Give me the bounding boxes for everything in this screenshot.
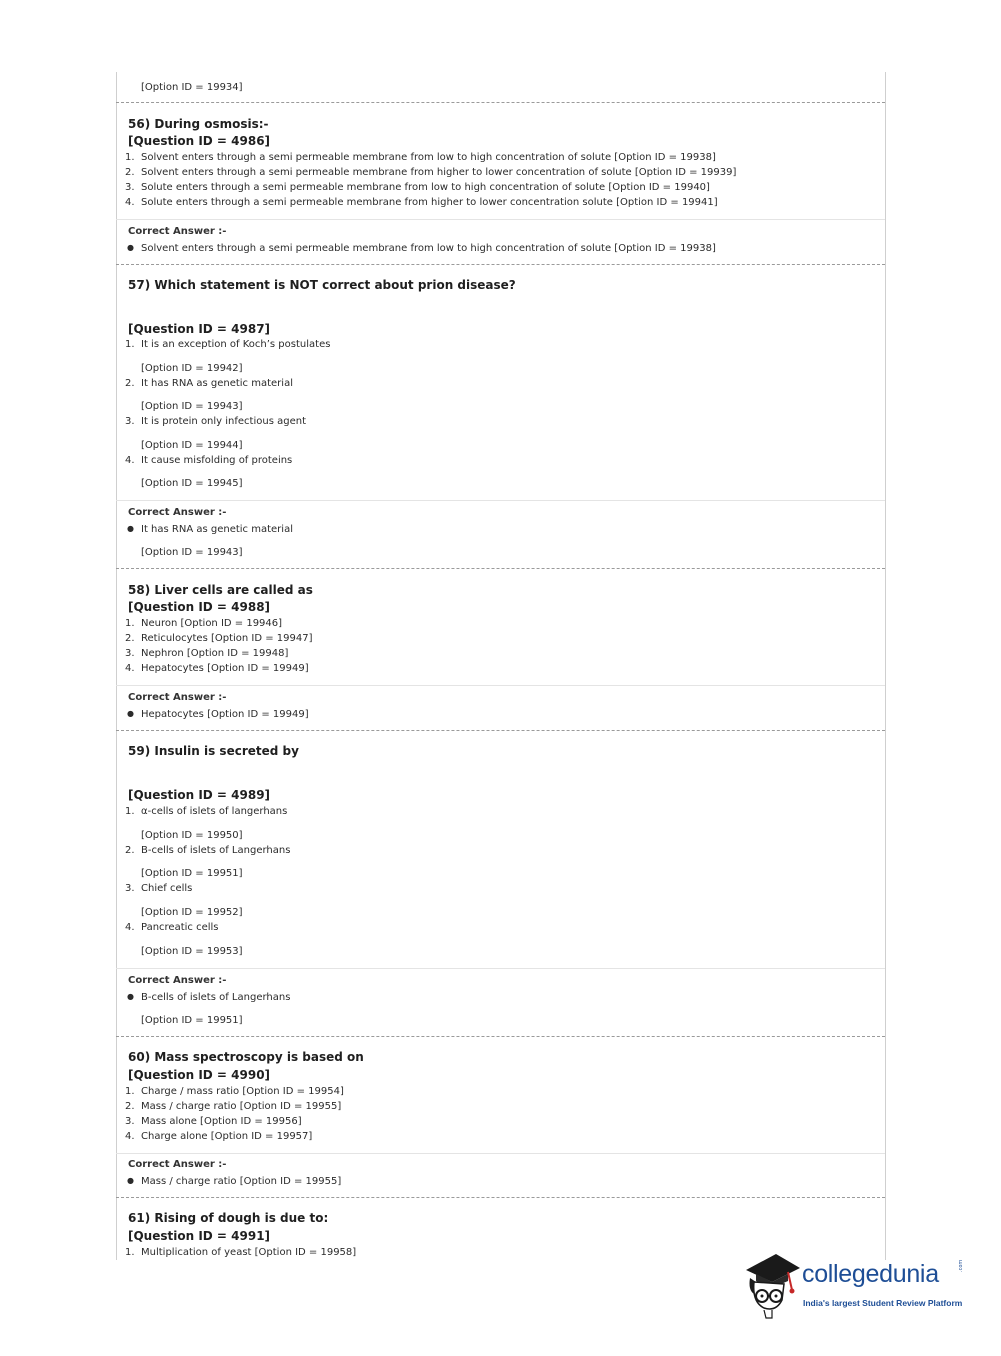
option-item: 1. Multiplication of yeast [Option ID = 19958] — [125, 1247, 357, 1258]
question-id: [Question ID = 4986] — [128, 134, 271, 148]
question-id: [Question ID = 4989] — [128, 788, 271, 802]
option-item: 1. Charge / mass ratio [Option ID = 19954] — [125, 1086, 344, 1097]
option-id: [Option ID = 19943] — [141, 401, 243, 412]
option-id: [Option ID = 19951] — [141, 868, 243, 879]
option-item: 1. Neuron [Option ID = 19946] — [125, 618, 283, 629]
option-id: [Option ID = 19943] — [141, 547, 243, 558]
bullet-icon: ● — [127, 992, 134, 1001]
option-id: [Option ID = 19945] — [141, 478, 243, 489]
question-separator — [116, 568, 885, 569]
question-id: [Question ID = 4987] — [128, 322, 271, 336]
option-id: [Option ID = 19950] — [141, 830, 243, 841]
option-item: 4. Charge alone [Option ID = 19957] — [125, 1131, 313, 1142]
question-separator — [116, 264, 885, 265]
option-item: 3. Mass alone [Option ID = 19956] — [125, 1116, 302, 1127]
option-item: 4. It cause misfolding of proteins — [125, 455, 293, 466]
correct-answer: ● Hepatocytes [Option ID = 19949] — [127, 709, 309, 720]
option-item: 3. It is protein only infectious agent — [125, 416, 306, 427]
option-item: 4. Solute enters through a semi permeable membrane from higher to lower concentration solute [Option ID = 19941] — [125, 197, 718, 208]
option-item: 3. Solute enters through a semi permeable membrane from low to high concentration of solute [Option ID = 19940] — [125, 182, 710, 193]
question-title: 60) Mass spectroscopy is based on — [128, 1050, 364, 1064]
option-id: [Option ID = 19944] — [141, 440, 243, 451]
correct-answer-label: Correct Answer :- — [128, 975, 227, 986]
question-id: [Question ID = 4990] — [128, 1068, 271, 1082]
correct-answer-label: Correct Answer :- — [128, 1159, 227, 1170]
bullet-icon: ● — [127, 524, 134, 533]
option-item: 4. Pancreatic cells — [125, 922, 219, 933]
option-id: [Option ID = 19952] — [141, 907, 243, 918]
option-id: [Option ID = 19951] — [141, 1015, 243, 1026]
correct-answer: ● Solvent enters through a semi permeable membrane from low to high concentration of solute [Option ID = 19938] — [127, 243, 716, 254]
answer-divider — [116, 1153, 885, 1154]
bullet-icon: ● — [127, 709, 134, 718]
option-item: 2. It has RNA as genetic material — [125, 378, 293, 389]
question-separator — [116, 730, 885, 731]
option-item: 1. α-cells of islets of langerhans — [125, 806, 288, 817]
bullet-icon: ● — [127, 243, 134, 252]
question-title: 61) Rising of dough is due to: — [128, 1211, 329, 1225]
answer-divider — [116, 968, 885, 969]
option-id: [Option ID = 19953] — [141, 946, 243, 957]
option-item: 2. Mass / charge ratio [Option ID = 19955] — [125, 1101, 342, 1112]
option-item: 1. It is an exception of Koch’s postulates — [125, 339, 331, 350]
question-id: [Question ID = 4991] — [128, 1229, 271, 1243]
correct-answer: ● It has RNA as genetic material — [127, 524, 293, 535]
question-separator — [116, 1036, 885, 1037]
option-id: [Option ID = 19942] — [141, 363, 243, 374]
correct-answer: ● B-cells of islets of Langerhans — [127, 992, 291, 1003]
option-item: 2. Solvent enters through a semi permeable membrane from higher to lower concentration of solute [Option ID = 19939] — [125, 167, 737, 178]
question-separator — [116, 1197, 885, 1198]
option-id: [Option ID = 19934] — [141, 82, 243, 93]
option-item: 2. B-cells of islets of Langerhans — [125, 845, 291, 856]
correct-answer-label: Correct Answer :- — [128, 692, 227, 703]
graduate-mascot-icon — [742, 1250, 802, 1320]
question-title: 57) Which statement is NOT correct about prion disease? — [128, 278, 516, 292]
collegedunia-logo[interactable] — [742, 1250, 967, 1320]
question-separator — [116, 102, 885, 103]
option-item: 3. Nephron [Option ID = 19948] — [125, 648, 289, 659]
answer-divider — [116, 500, 885, 501]
logo-wordmark: collegedunia — [802, 1260, 939, 1288]
correct-answer: ● Mass / charge ratio [Option ID = 19955] — [127, 1176, 342, 1187]
answer-divider — [116, 219, 885, 220]
question-title: 59) Insulin is secreted by — [128, 744, 299, 758]
answer-divider — [116, 685, 885, 686]
question-id: [Question ID = 4988] — [128, 600, 271, 614]
question-title: 56) During osmosis:- — [128, 117, 269, 131]
option-item: 2. Reticulocytes [Option ID = 19947] — [125, 633, 313, 644]
bullet-icon: ● — [127, 1176, 134, 1185]
logo-suffix: .com — [958, 1259, 964, 1272]
correct-answer-label: Correct Answer :- — [128, 226, 227, 237]
option-item: 1. Solvent enters through a semi permeable membrane from low to high concentration of solute [Option ID = 19938] — [125, 152, 716, 163]
correct-answer-label: Correct Answer :- — [128, 507, 227, 518]
option-item: 3. Chief cells — [125, 883, 193, 894]
question-title: 58) Liver cells are called as — [128, 583, 313, 597]
logo-tagline: India's largest Student Review Platform — [803, 1298, 963, 1308]
option-item: 4. Hepatocytes [Option ID = 19949] — [125, 663, 309, 674]
